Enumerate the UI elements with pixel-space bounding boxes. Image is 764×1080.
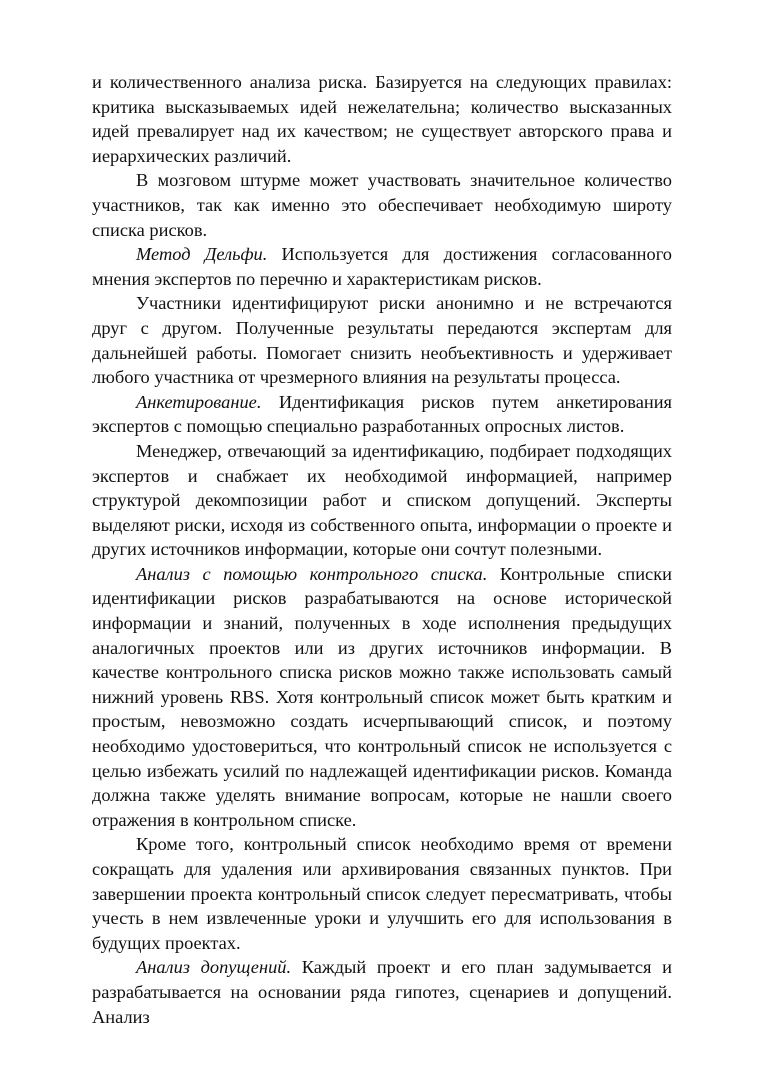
paragraph-text: и количественного анализа риска. Базируется на следующих правилах: критика высказываемых идей нежелательна; количество высказанных идей превалирует над их качеством; не существует авторского права и иерархических различий. — [92, 72, 672, 166]
paragraph-delphi-method — [92, 242, 672, 291]
paragraph-text: Идентификация рисков путем анкетирования экспертов с помощью специально разработанных опросных листов. — [92, 391, 672, 437]
paragraph-text: Используется для достижения согласованного мнения экспертов по перечню и характеристикам рисков. — [92, 244, 672, 289]
paragraph-checklist-maintenance — [92, 832, 672, 955]
paragraph-questionnaire-manager — [92, 439, 672, 562]
term-questionnaire: Анкетирование. — [136, 391, 262, 412]
paragraph-questionnaire — [92, 390, 672, 439]
paragraph-text: Участники идентифицируют риски анонимно и не встречаются друг с другом. Полученные результаты передаются экспертам для дальнейшей работы. Помогает снизить необъективность и удерживает любого участника от чрезмерного влияния на результаты процесса. — [92, 293, 672, 388]
paragraph-delphi-details — [92, 291, 672, 389]
document-page — [92, 70, 672, 1029]
term-delphi-method: Метод Дельфи. — [136, 244, 268, 265]
paragraph-brainstorm-rules — [92, 70, 672, 168]
paragraph-text: Кроме того, контрольный список необходимо время от времени сокращать для удаления или архивирования связанных пунктов. При завершении проекта контрольный список следует пересматривать, чтобы учесть в нем извлеченные уроки и улучшить его для использования в будущих проектах. — [92, 834, 672, 953]
paragraph-text: Каждый проект и его план задумывается и разрабатывается на основании ряда гипотез, сценариев и допущений. Анализ — [92, 957, 672, 1027]
paragraph-text: Менеджер, отвечающий за идентификацию, подбирает подходящих экспертов и снабжает их необходимой информацией, например структурой декомпозиции работ и списком допущений. Эксперты выделяют риски, исходя из собственного опыта, информации о проекте и других источников информации, которые они сочтут полезными. — [92, 440, 672, 560]
paragraph-assumptions-analysis — [92, 955, 672, 1029]
paragraph-text: В мозговом штурме может участвовать значительное количество участников, так как именно это обеспечивает необходимую широту списка рисков. — [92, 170, 672, 240]
term-assumptions-analysis: Анализ допущений. — [136, 957, 292, 978]
paragraph-checklist-analysis — [92, 562, 672, 833]
paragraph-text: Контрольные списки идентификации рисков разрабатываются на основе исторической информации и знаний, полученных в ходе исполнения предыдущих аналогичных проектов или из других источников информации. В качестве контрольного списка рисков можно также использовать самый нижний уровень RBS. Хотя контрольный список может быть кратким и простым, невозможно создать исчерпывающий список, и поэтому необходимо удостовериться, что контрольный список не используется с целью избежать усилий по надлежащей идентификации рисков. Команда должна также уделять внимание вопросам, которые не нашли своего отражения в контрольном списке. — [92, 563, 672, 830]
term-checklist-analysis: Анализ с помощью контрольного списка. — [136, 563, 488, 584]
paragraph-brainstorm-participants — [92, 168, 672, 242]
